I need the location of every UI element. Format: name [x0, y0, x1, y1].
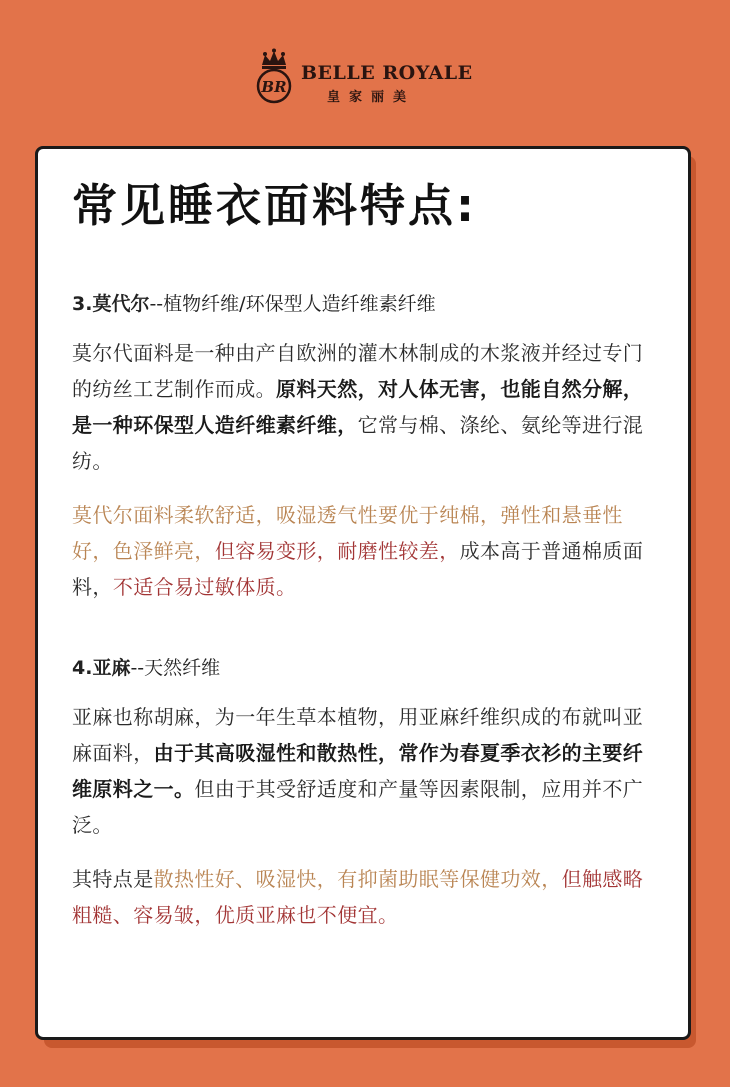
text-span: 亚麻也称胡麻，为一年生草本植物，用亚麻纤维织成的布就叫亚麻面料，	[72, 705, 644, 765]
brand-name-cn: 皇家丽美	[327, 90, 416, 105]
crown-icon	[253, 48, 295, 106]
highlight-tan-span: 散热性好、吸湿快，有抑菌助眠等保健功效，	[153, 867, 562, 891]
brand-logo	[253, 48, 483, 106]
section-heading-rest: --天然纤维	[130, 657, 221, 679]
bold-text-span: 由于其高吸湿性和散热性，常作为春夏季衣衫的主要纤维原料之一。	[72, 741, 644, 801]
highlight-red-span: 但触感略粗糙、容易皱，优质亚麻也不便宜。	[72, 867, 644, 927]
section-heading-modal	[72, 289, 662, 319]
text-span: 它常与棉、涤纶、氨纶等进行混纺。	[72, 413, 644, 473]
text-span: 莫尔代面料是一种由产自欧洲的灌木林制成的木浆液并经过专门的纺丝工艺制作而成。	[72, 341, 644, 401]
text-span: 成本高于普通棉质面料，	[72, 539, 644, 599]
paragraph-modal-intro	[72, 335, 662, 479]
text-span: 其特点是	[72, 867, 154, 891]
logo-monogram: BR	[261, 78, 287, 96]
section-heading-linen	[72, 653, 662, 683]
brand-name-en: BELLE ROYALE	[301, 62, 473, 84]
paragraph-linen-intro	[72, 699, 662, 843]
content-card	[35, 146, 691, 1040]
bold-text-span: 原料天然，对人体无害，也能自然分解，是一种环保型人造纤维素纤维，	[72, 377, 644, 437]
section-heading-bold: 4.亚麻	[72, 657, 131, 679]
section-spacer	[72, 623, 662, 653]
paragraph-linen-features	[72, 861, 662, 933]
page-title: 常见睡衣面料特点:	[72, 179, 477, 232]
card-content	[72, 169, 662, 951]
paragraph-modal-features	[72, 497, 662, 605]
highlight-tan-span: 莫代尔面料柔软舒适，吸湿透气性要优于纯棉，弹性和悬垂性好，色泽鲜亮，	[72, 503, 623, 563]
highlight-red-span: 不适合易过敏体质。	[112, 575, 297, 599]
section-heading-rest: --植物纤维/环保型人造纤维素纤维	[149, 293, 436, 315]
highlight-red-span: 但容易变形，耐磨性较差，	[214, 539, 460, 563]
section-heading-bold: 3.莫代尔	[72, 293, 150, 315]
text-span: 但由于其受舒适度和产量等因素限制，应用并不广泛。	[72, 777, 644, 837]
